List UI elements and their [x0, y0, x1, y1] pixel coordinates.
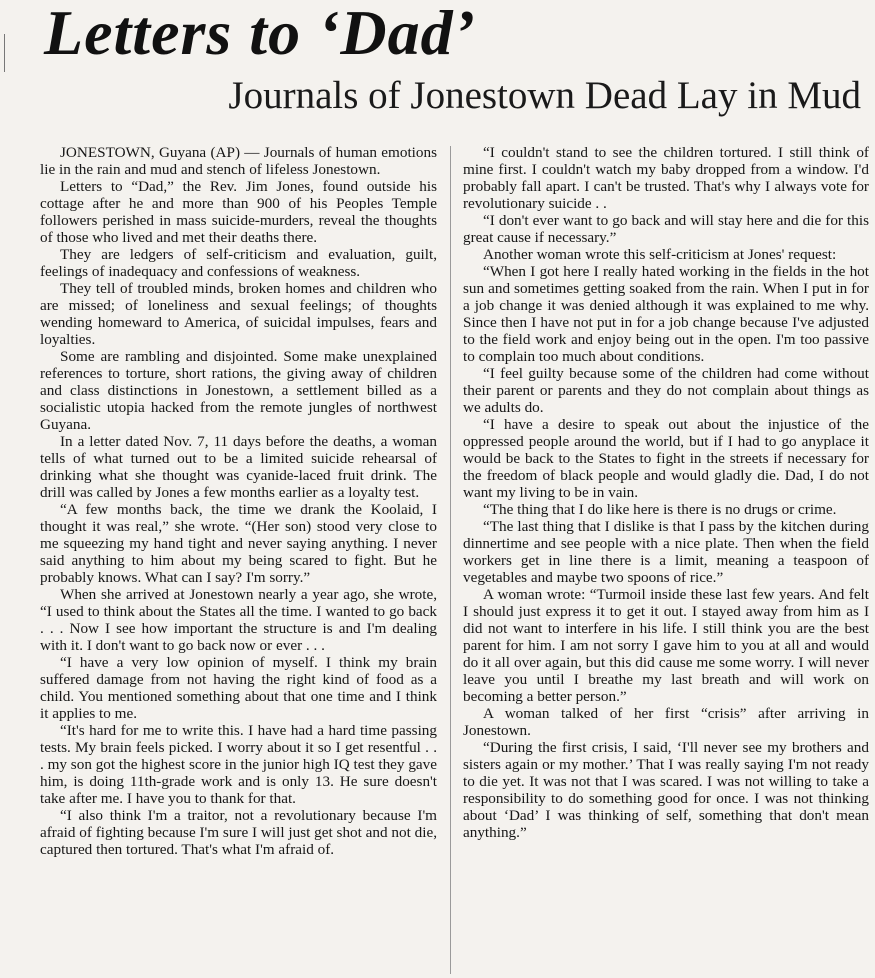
paragraph: “The thing that I do like here is there is no drugs or crime. — [483, 501, 837, 518]
paragraph: “I also think I'm a traitor, not a revolutionary because I'm afraid of fighting because I'm sure I will just get shot and not die, captured then tortured. That's what I'm afraid of. — [40, 807, 437, 858]
paragraph: They are ledgers of self-criticism and evaluation, guilt, feelings of inadequacy and confessions of weakness. — [40, 246, 437, 280]
paragraph: “It's hard for me to write this. I have had a hard time passing tests. My brain feels picked. I worry about it so I get resentful . . . my son got the highest score in the junior high IQ test they gave him, is doing 11th-grade work and is only 13. He sure doesn't take after me. I have you to thank for that. — [40, 722, 437, 807]
paragraph: “I couldn't stand to see the children tortured. I still think of mine first. I couldn't watch my baby dropped from a window. I'd probably fall apart. I can't be trusted. That's why I always vote for revolutionary suicide . . — [463, 144, 869, 212]
paragraph: “The last thing that I dislike is that I pass by the kitchen during dinnertime and see people with a nice plate. Then when the field workers get in line there is a limit, meaning a teaspoon of vegetables and maybe two spoons of rice.” — [463, 518, 869, 586]
paragraph: Letters to “Dad,” the Rev. Jim Jones, found outside his cottage after he and more than 900 of his Peoples Temple followers perished in mass suicide-murders, reveal the thoughts of those who lived and met their deaths there. — [40, 178, 437, 246]
paragraph: When she arrived at Jonestown nearly a year ago, she wrote, “I used to think about the States all the time. I wanted to go back . . . Now I see how important the structure is and I'm dealing with it. I don't want to go back now or ever . . . — [40, 586, 437, 654]
scan-edge-mark — [4, 34, 5, 72]
subheadline: Journals of Jonestown Dead Lay in Mud — [228, 74, 861, 117]
paragraph: “During the first crisis, I said, ‘I'll never see my brothers and sisters again or my mother.’ That I was really saying I'm not ready to die yet. It was not that I was scared. I was not willing to take a responsibility to do something good for once. I was not thinking about ‘Dad’ I was thinking of self, something that don't mean anything.” — [463, 739, 869, 841]
paragraph: They tell of troubled minds, broken homes and children who are missed; of loneliness and sexual feelings; of thoughts wending homeward to America, of suicidal impulses, fears and loyalties. — [40, 280, 437, 348]
column-divider — [450, 146, 451, 974]
paragraph: Another woman wrote this self-criticism at Jones' request: — [483, 246, 837, 263]
paragraph: JONESTOWN, Guyana (AP) — Journals of human emotions lie in the rain and mud and stench of lifeless Jonestown. — [40, 144, 437, 178]
paragraph: A woman wrote: “Turmoil inside these last few years. And felt I should just express it to get it out. I stayed away from him as I did not want to interfere in his life. I still think you are the best parent for him. I am not sorry I gave him to you at all and would do it all over again, but this did cause me some worry. I will never leave you until I breathe my last breath and will work on becoming a better person.” — [463, 586, 869, 705]
paragraph: “I feel guilty because some of the children had come without their parent or parents and they do not complain about things as we adults do. — [463, 365, 869, 416]
paragraph: Some are rambling and disjointed. Some make unexplained references to torture, short rations, the giving away of children and class distinctions in Jonestown, a settlement billed as a socialistic utopia hacked from the remote jungles of northwest Guyana. — [40, 348, 437, 433]
article-column-left — [40, 144, 437, 978]
paragraph: “I don't ever want to go back and will stay here and die for this great cause if necessary.” — [463, 212, 869, 246]
headline: Letters to ‘Dad’ — [44, 0, 476, 68]
paragraph: In a letter dated Nov. 7, 11 days before the deaths, a woman tells of what turned out to be a limited suicide rehearsal of drinking what she thought was cyanide-laced fruit drink. The drill was called by Jones a few months earlier as a loyalty test. — [40, 433, 437, 501]
paragraph: “I have a desire to speak out about the injustice of the oppressed people around the world, but if I had to go anyplace it would be back to the States to fight in the streets if necessary for the freedom of black people and would gladly die. Dad, I do not want my living to be in vain. — [463, 416, 869, 501]
paragraph: A woman talked of her first “crisis” after arriving in Jonestown. — [463, 705, 869, 739]
paragraph: “When I got here I really hated working in the fields in the hot sun and sometimes getting soaked from the rain. When I put in for a job change it was denied although it was explained to me why. Since then I have not put in for a job change because I've adjusted to the field work and enjoy being out in the open. I'm too passive to complain too much about conditions. — [463, 263, 869, 365]
paragraph: “I have a very low opinion of myself. I think my brain suffered damage from not having the right kind of food as a child. You mentioned something about that one time and I think it applies to me. — [40, 654, 437, 722]
article-column-right — [463, 144, 869, 978]
paragraph: “A few months back, the time we drank the Koolaid, I thought it was real,” she wrote. “(Her son) stood very close to me squeezing my hand tight and never saying anything. I never said anything to him about my being scared to fight. But he probably knows. What can I say? I'm sorry.” — [40, 501, 437, 586]
